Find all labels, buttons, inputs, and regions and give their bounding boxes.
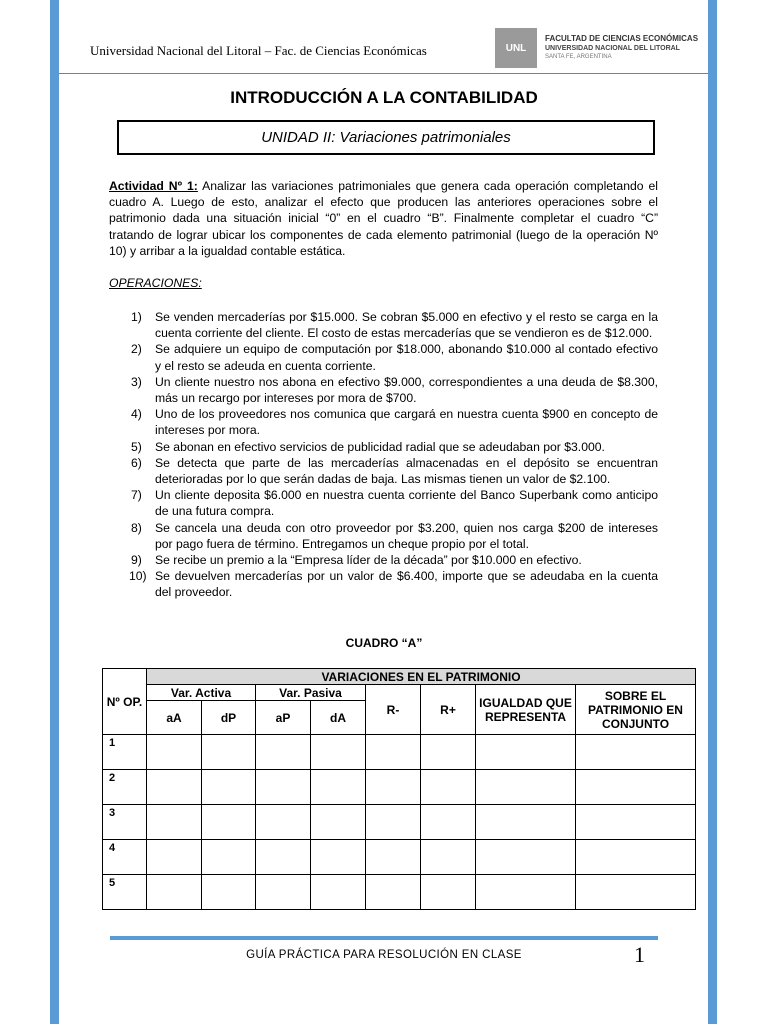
empty-cell[interactable] xyxy=(576,805,696,840)
empty-cell[interactable] xyxy=(476,805,576,840)
aP-header: aP xyxy=(256,701,311,735)
operation-item xyxy=(109,374,658,406)
empty-cell[interactable] xyxy=(476,735,576,770)
igualdad-header: IGUALDAD QUE REPRESENTA xyxy=(476,685,576,735)
empty-cell[interactable] xyxy=(202,875,256,910)
footer-divider xyxy=(110,936,658,940)
operation-number: 3) xyxy=(131,374,142,389)
operation-number: 7) xyxy=(131,488,142,503)
op-number-header: Nº OP. xyxy=(103,669,147,735)
operation-text: Un cliente nuestro nos abona en efectivo $9.000, correspondientes a una deuda de $8.300, más un recargo por intereses por mora de $700. xyxy=(155,374,658,406)
empty-cell[interactable] xyxy=(202,770,256,805)
empty-cell[interactable] xyxy=(202,735,256,770)
empty-cell[interactable] xyxy=(576,770,696,805)
operation-item xyxy=(109,406,658,438)
operation-text: Se detecta que parte de las mercaderías almacenadas en el depósito se encuentran deterioradas por lo que serán dadas de baja. Las mismas tienen un valor de $2.100. xyxy=(155,455,658,487)
operation-text: Un cliente deposita $6.000 en nuestra cuenta corriente del Banco Superbank como anticipo de una futura compra. xyxy=(155,488,658,519)
operation-text: Se adquiere un equipo de computación por $18.000, abonando $10.000 al contado efectivo y el resto se adeuda en cuenta corriente. xyxy=(155,342,658,373)
operation-item xyxy=(109,520,658,552)
operation-item xyxy=(109,568,658,600)
op-number-cell: 3 xyxy=(103,805,147,840)
unit-title-box xyxy=(117,120,655,155)
operation-number: 2) xyxy=(131,342,142,357)
dA-header: dA xyxy=(311,701,366,735)
empty-cell[interactable] xyxy=(421,840,476,875)
empty-cell[interactable] xyxy=(421,770,476,805)
empty-cell[interactable] xyxy=(576,735,696,770)
table-row xyxy=(103,735,696,770)
header-university: Universidad Nacional del Litoral – Fac. de Ciencias Económicas xyxy=(90,43,427,58)
right-accent-bar xyxy=(708,0,717,1024)
dP-header: dP xyxy=(202,701,256,735)
activity-text: Analizar las variaciones patrimoniales que genera cada operación completando el cuadro A. Luego de esto, analizar el efecto que producen las anteriores operaciones sobre el patrimonio dada una situación inicial “0” en el cuadro “B”. Finalmente completar el cuadro “C” tratando de lograr ubicar los componentes de cada elemento patrimonial (luego de la operación Nº 10) y arribar a la igualdad contable estática. xyxy=(109,179,658,258)
operation-number: 8) xyxy=(131,520,142,535)
table-row xyxy=(103,875,696,910)
empty-cell[interactable] xyxy=(202,840,256,875)
empty-cell[interactable] xyxy=(256,735,311,770)
empty-cell[interactable] xyxy=(311,840,366,875)
faculty-logo-text xyxy=(545,35,698,60)
header-divider xyxy=(59,73,708,74)
operation-text: Se abonan en efectivo servicios de publicidad radial que se adeudaban por $3.000. xyxy=(155,439,605,454)
activity-paragraph xyxy=(109,178,658,259)
empty-cell[interactable] xyxy=(576,875,696,910)
operations-list xyxy=(109,309,658,601)
operation-item xyxy=(109,439,658,455)
empty-cell[interactable] xyxy=(476,875,576,910)
operation-text: Se venden mercaderías por $15.000. Se cobran $5.000 en efectivo y el resto se carga en la cuenta corriente del cliente. El costo de estas mercaderías que se vendieron es de $12.000. xyxy=(155,310,658,341)
empty-cell[interactable] xyxy=(256,805,311,840)
empty-cell[interactable] xyxy=(421,875,476,910)
cuadro-a-title: CUADRO “A” xyxy=(345,636,423,650)
operation-item xyxy=(109,341,658,373)
empty-cell[interactable] xyxy=(311,735,366,770)
empty-cell[interactable] xyxy=(311,805,366,840)
empty-cell[interactable] xyxy=(476,770,576,805)
logo-line-2: UNIVERSIDAD NACIONAL DEL LITORAL xyxy=(545,45,680,52)
sobre-patrimonio-header: SOBRE EL PATRIMONIO EN CONJUNTO xyxy=(576,685,696,735)
operation-text: Se devuelven mercaderías por un valor de $6.400, importe que se adeudaba en la cuenta del proveedor. xyxy=(155,569,658,600)
empty-cell[interactable] xyxy=(147,770,202,805)
page-number: 1 xyxy=(634,942,645,967)
operation-text: Uno de los proveedores nos comunica que cargará en nuestra cuenta $900 en concepto de intereses por mora. xyxy=(155,407,658,438)
logo-badge-text: UNL xyxy=(505,42,527,54)
r-minus-header: R- xyxy=(366,685,421,735)
empty-cell[interactable] xyxy=(366,805,421,840)
op-number-cell: 1 xyxy=(103,735,147,770)
empty-cell[interactable] xyxy=(147,840,202,875)
empty-cell[interactable] xyxy=(202,805,256,840)
empty-cell[interactable] xyxy=(476,840,576,875)
empty-cell[interactable] xyxy=(421,735,476,770)
operation-number: 4) xyxy=(131,407,142,422)
variations-header: VARIACIONES EN EL PATRIMONIO xyxy=(147,669,696,685)
cuadro-a-table xyxy=(102,668,696,910)
aA-header: aA xyxy=(147,701,202,735)
empty-cell[interactable] xyxy=(256,875,311,910)
operation-item xyxy=(109,455,658,487)
empty-cell[interactable] xyxy=(366,735,421,770)
operation-text: Se cancela una deuda con otro proveedor por $3.200, quien nos carga $200 de intereses por pago fuera de término. Entregamos un cheque propio por el total. xyxy=(155,520,658,551)
empty-cell[interactable] xyxy=(421,805,476,840)
table-row xyxy=(103,840,696,875)
operation-number: 9) xyxy=(131,553,142,568)
operation-text: Se recibe un premio a la “Empresa líder de la década” por $10.000 en efectivo. xyxy=(155,553,582,568)
var-pasiva-header: Var. Pasiva xyxy=(256,685,366,701)
operation-number: 6) xyxy=(131,455,142,470)
empty-cell[interactable] xyxy=(147,735,202,770)
operation-number: 1) xyxy=(131,310,142,324)
empty-cell[interactable] xyxy=(256,770,311,805)
empty-cell[interactable] xyxy=(311,770,366,805)
op-number-cell: 4 xyxy=(103,840,147,875)
empty-cell[interactable] xyxy=(576,840,696,875)
var-activa-header: Var. Activa xyxy=(147,685,256,701)
r-plus-header: R+ xyxy=(421,685,476,735)
operations-heading: OPERACIONES: xyxy=(109,276,202,290)
operation-item xyxy=(109,552,658,568)
left-accent-bar xyxy=(50,0,59,1024)
empty-cell[interactable] xyxy=(366,840,421,875)
logo-line-1: FACULTAD DE CIENCIAS ECONÓMICAS xyxy=(545,34,699,43)
operation-item xyxy=(109,487,658,519)
page-title: INTRODUCCIÓN A LA CONTABILIDAD xyxy=(230,88,538,107)
operation-number: 5) xyxy=(131,439,142,454)
activity-label: Actividad Nº 1: xyxy=(109,179,198,193)
empty-cell[interactable] xyxy=(147,875,202,910)
unl-logo-icon xyxy=(495,28,537,68)
table-row xyxy=(103,805,696,840)
unit-title: UNIDAD II: Variaciones patrimoniales xyxy=(261,129,511,146)
empty-cell[interactable] xyxy=(366,770,421,805)
operation-item xyxy=(109,309,658,341)
op-number-cell: 2 xyxy=(103,770,147,805)
logo-line-3: SANTA FE, ARGENTINA xyxy=(545,54,612,60)
empty-cell[interactable] xyxy=(311,875,366,910)
footer-text: GUÍA PRÁCTICA PARA RESOLUCIÓN EN CLASE xyxy=(246,949,522,961)
operation-number: 10) xyxy=(129,569,147,584)
table-row xyxy=(103,770,696,805)
empty-cell[interactable] xyxy=(256,840,311,875)
op-number-cell: 5 xyxy=(103,875,147,910)
empty-cell[interactable] xyxy=(147,805,202,840)
empty-cell[interactable] xyxy=(366,875,421,910)
